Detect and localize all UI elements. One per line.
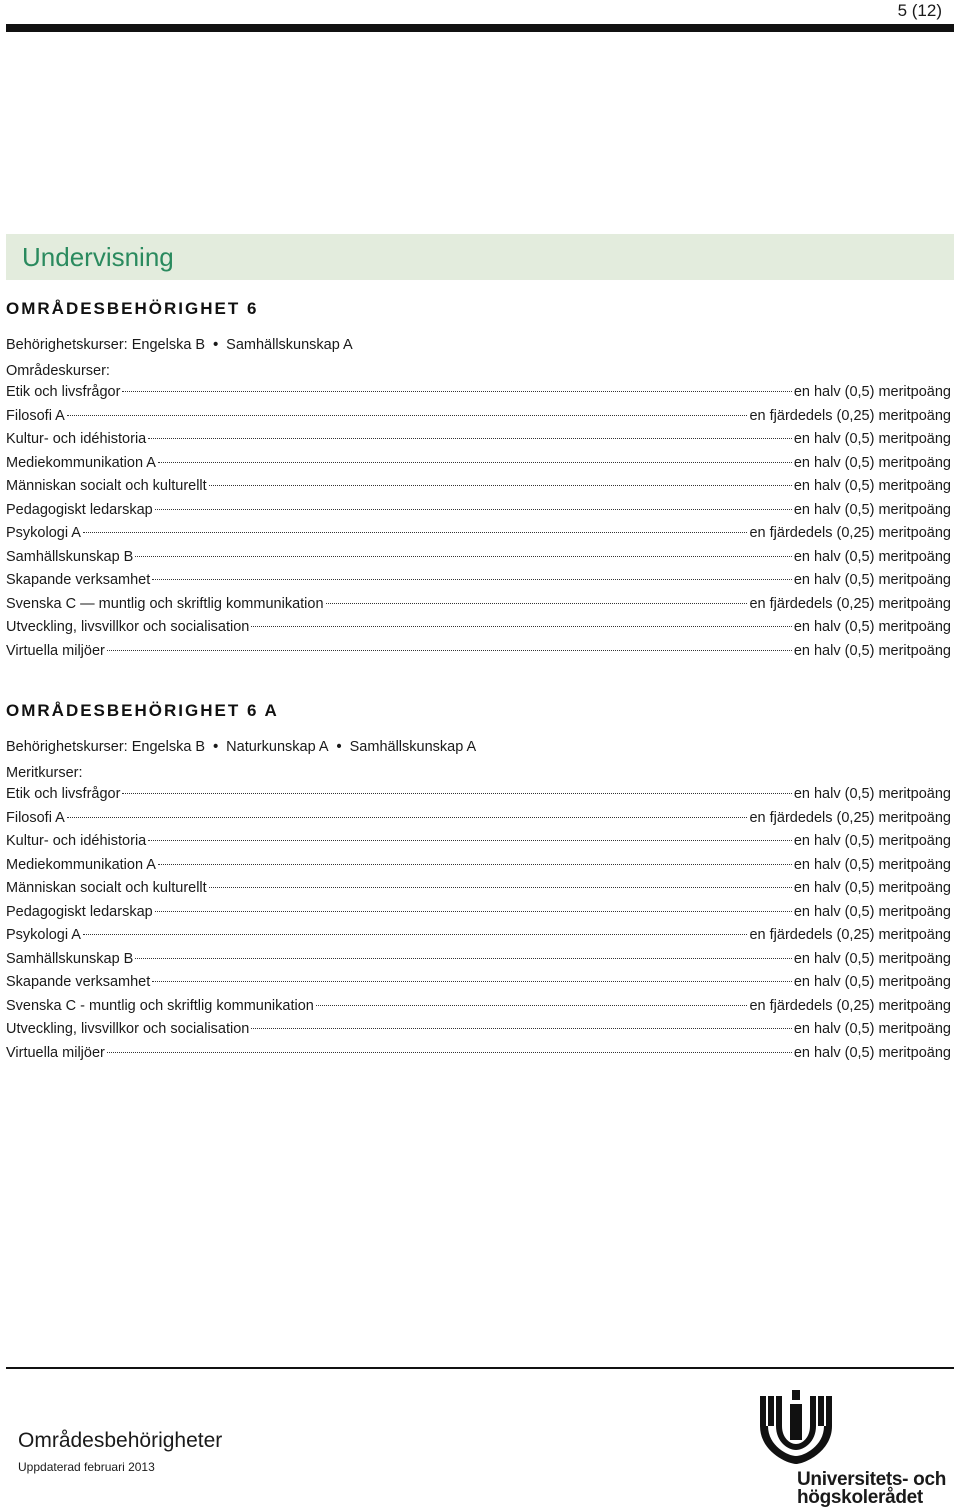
course-name: Skapande verksamhet [6, 974, 151, 990]
course-row [6, 616, 951, 640]
dot-leader [122, 391, 791, 392]
course-points: en halv (0,5) meritpoäng [793, 501, 951, 518]
course-name: Pedagogiskt ledarskap [6, 903, 153, 920]
course-row [6, 640, 951, 664]
course-row [6, 381, 951, 405]
uhr-logo-icon [758, 1390, 838, 1470]
block-title: OMRÅDESBEHÖRIGHET 6 [6, 299, 259, 318]
course-points: en halv (0,5) meritpoäng [793, 619, 951, 635]
eligibility-block-6a [6, 700, 951, 1065]
eligibility-block-6 [6, 298, 951, 663]
course-name: Filosofi A [6, 407, 65, 424]
dot-leader [122, 793, 791, 794]
course-points: en fjärdedels (0,25) meritpoäng [749, 595, 951, 612]
requirement-item: Samhällskunskap A [226, 337, 353, 353]
course-points: en fjärdedels (0,25) meritpoäng [749, 525, 951, 541]
course-points: en fjärdedels (0,25) meritpoäng [749, 809, 951, 826]
dot-leader [107, 650, 792, 651]
dot-leader [209, 485, 792, 486]
course-list [6, 783, 951, 1065]
course-points: en halv (0,5) meritpoäng [793, 642, 951, 659]
dot-leader [158, 864, 792, 865]
course-row [6, 569, 951, 593]
course-points: en halv (0,5) meritpoäng [793, 1021, 951, 1037]
uhr-logo-text [797, 1471, 957, 1507]
course-name: Psykologi A [6, 525, 81, 541]
dot-leader [67, 415, 748, 416]
course-name: Etik och livsfrågor [6, 384, 121, 400]
requirement-item: Engelska B [131, 739, 206, 755]
course-name: Utveckling, livsvillkor och socialisation [6, 1021, 250, 1037]
list-heading: Meritkurser: [6, 765, 83, 781]
course-points: en halv (0,5) meritpoäng [793, 880, 951, 896]
course-points: en halv (0,5) meritpoäng [793, 431, 951, 447]
dot-leader [148, 840, 792, 841]
page-number: 5 (12) [897, 1, 942, 20]
course-name: Samhällskunskap B [6, 548, 134, 565]
course-points: en halv (0,5) meritpoäng [793, 786, 951, 802]
course-name: Etik och livsfrågor [6, 786, 121, 802]
course-row [6, 1042, 951, 1066]
dot-leader [158, 462, 792, 463]
logo-text-line1: Universitets- och [797, 1469, 947, 1490]
course-row [6, 924, 951, 948]
dot-leader [209, 887, 792, 888]
bullet-separator: • [213, 337, 219, 353]
requirements-line [6, 737, 951, 757]
course-name: Mediekommunikation A [6, 856, 156, 873]
course-row [6, 452, 951, 476]
dot-leader [135, 556, 791, 557]
course-points: en fjärdedels (0,25) meritpoäng [749, 997, 951, 1014]
header-rule [6, 24, 954, 32]
requirements-label: Behörighetskurser: [6, 739, 128, 755]
course-name: Svenska C — muntlig och skriftlig kommunikation [6, 595, 324, 612]
course-row [6, 499, 951, 523]
course-row [6, 971, 951, 995]
course-name: Svenska C - muntlig och skriftlig kommunikation [6, 997, 314, 1014]
course-row [6, 995, 951, 1019]
course-points: en halv (0,5) meritpoäng [793, 950, 951, 967]
dot-leader [155, 911, 792, 912]
course-name: Psykologi A [6, 927, 81, 943]
course-name: Virtuella miljöer [6, 642, 105, 659]
course-name: Pedagogiskt ledarskap [6, 501, 153, 518]
dot-leader [155, 509, 792, 510]
course-list [6, 381, 951, 663]
course-row [6, 546, 951, 570]
course-name: Virtuella miljöer [6, 1044, 105, 1061]
course-points: en halv (0,5) meritpoäng [793, 974, 951, 990]
course-points: en halv (0,5) meritpoäng [793, 833, 951, 849]
dot-leader [152, 579, 792, 580]
requirement-item: Naturkunskap A [226, 739, 329, 755]
dot-leader [67, 817, 748, 818]
course-points: en halv (0,5) meritpoäng [793, 454, 951, 471]
requirement-item: Engelska B [131, 337, 206, 353]
course-points: en halv (0,5) meritpoäng [793, 856, 951, 873]
dot-leader [152, 981, 792, 982]
course-name: Mediekommunikation A [6, 454, 156, 471]
course-name: Filosofi A [6, 809, 65, 826]
course-row [6, 877, 951, 901]
logo-text-line2: högskolerådet [797, 1487, 923, 1508]
course-row [6, 1018, 951, 1042]
course-row [6, 428, 951, 452]
course-points: en halv (0,5) meritpoäng [793, 1044, 951, 1061]
section-title: Undervisning [22, 242, 174, 272]
course-points: en fjärdedels (0,25) meritpoäng [749, 927, 951, 943]
block-title: OMRÅDESBEHÖRIGHET 6 A [6, 701, 279, 720]
dot-leader [83, 934, 748, 935]
requirements-label: Behörighetskurser: [6, 337, 128, 353]
course-name: Utveckling, livsvillkor och socialisation [6, 619, 250, 635]
list-heading: Områdeskurser: [6, 363, 110, 379]
course-points: en halv (0,5) meritpoäng [793, 384, 951, 400]
dot-leader [326, 603, 748, 604]
dot-leader [83, 532, 748, 533]
course-row [6, 405, 951, 429]
course-points: en halv (0,5) meritpoäng [793, 903, 951, 920]
course-row [6, 593, 951, 617]
course-name: Skapande verksamhet [6, 572, 151, 588]
course-name: Människan socialt och kulturellt [6, 880, 207, 896]
course-points: en halv (0,5) meritpoäng [793, 572, 951, 588]
course-row [6, 854, 951, 878]
course-name: Kultur- och idéhistoria [6, 833, 147, 849]
dot-leader [251, 1028, 791, 1029]
dot-leader [135, 958, 791, 959]
dot-leader [251, 626, 791, 627]
dot-leader [107, 1052, 792, 1053]
bullet-separator: • [336, 739, 342, 755]
bullet-separator: • [213, 739, 219, 755]
requirement-item: Samhällskunskap A [349, 739, 477, 755]
course-row [6, 948, 951, 972]
section-banner [6, 234, 954, 280]
course-row [6, 830, 951, 854]
course-row [6, 475, 951, 499]
footer-rule [6, 1367, 954, 1369]
course-row [6, 783, 951, 807]
dot-leader [148, 438, 792, 439]
course-points: en halv (0,5) meritpoäng [793, 478, 951, 494]
course-row [6, 522, 951, 546]
course-row [6, 807, 951, 831]
course-points: en halv (0,5) meritpoäng [793, 548, 951, 565]
course-name: Människan socialt och kulturellt [6, 478, 207, 494]
footer-title: Områdesbehörigheter [18, 1429, 223, 1452]
footer-updated-date: Uppdaterad februari 2013 [18, 1460, 155, 1474]
requirements-line [6, 335, 951, 355]
course-name: Samhällskunskap B [6, 950, 134, 967]
course-points: en fjärdedels (0,25) meritpoäng [749, 407, 951, 424]
course-name: Kultur- och idéhistoria [6, 431, 147, 447]
course-row [6, 901, 951, 925]
dot-leader [316, 1005, 748, 1006]
